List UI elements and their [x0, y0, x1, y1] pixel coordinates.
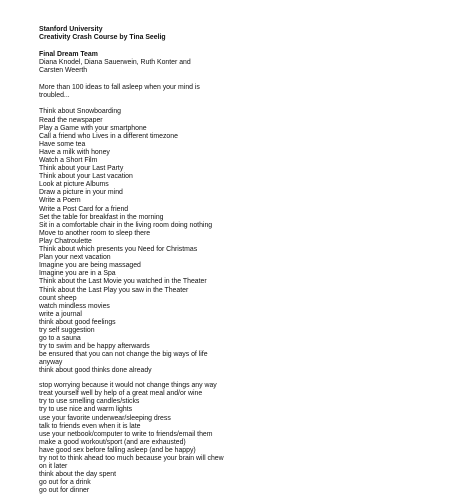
document-page [39, 26, 444, 495]
idea-list-item: think about the day spent [39, 471, 117, 479]
idea-list-item: Think about which presents you Need for Christmas [39, 246, 198, 254]
spacer [39, 376, 444, 383]
idea-list-item: Play Chatroulette [39, 237, 92, 245]
spacer [39, 75, 444, 84]
idea-list-item: Sit in a comfortable chair in the living room doing nothing [39, 221, 213, 229]
idea-list-item: Have a milk with honey [39, 148, 110, 156]
idea-list-item: write a journal [39, 310, 82, 318]
idea-list-item: Draw a picture in your mind [39, 189, 123, 197]
idea-list-item: use your netbook/computer to write to friends/email them [39, 430, 213, 438]
idea-list-item: Set the table for breakfast in the morning [39, 213, 164, 221]
idea-list-item: try to use nice and warm lights [39, 406, 133, 414]
idea-list-item: count sheep [39, 294, 77, 302]
intro-line: More than 100 ideas to fall asleep when your mind is [39, 83, 200, 91]
idea-list-item: be ensured that you can not change the big ways of life [39, 351, 208, 359]
idea-list-item: treat yourself well by help of a great meal and/or wine [39, 390, 203, 398]
idea-list-item: try not to think ahead too much because your brain will chew [39, 454, 224, 462]
idea-list-item: Watch a Short Film [39, 157, 98, 164]
idea-list-item: stop worrying because it would not change things any way [39, 382, 217, 390]
university-heading: Stanford University [39, 26, 103, 33]
idea-list-item: on it later [39, 463, 68, 471]
idea-list-item: watch mindless movies [39, 302, 110, 310]
team-members-line: Diana Knodel, Diana Sauerwein, Ruth Konter and [39, 58, 191, 66]
idea-list-item: go out for a drink [39, 479, 91, 487]
spacer [39, 100, 444, 109]
idea-list-item: Imagine you are being massaged [39, 262, 141, 270]
idea-list-item: use your favorite underwear/sleeping dress [39, 414, 171, 422]
idea-list-item: try to swim and be happy afterwards [39, 343, 150, 351]
idea-list-item: go out for dinner [39, 487, 90, 495]
ideas-list [39, 382, 444, 495]
idea-list-item: try self suggestion [39, 326, 95, 334]
idea-list-item: make a good workout/sport (and are exhausted) [39, 438, 186, 446]
idea-list-item: Write a Poem [39, 197, 81, 205]
idea-list-item: have good sex before falling asleep (and be happy) [39, 446, 196, 454]
idea-list-item: Think about Snowboarding [39, 108, 121, 116]
idea-list-item: anyway [39, 359, 63, 367]
idea-list-item: think about good feelings [39, 318, 116, 326]
idea-list-item: Imagine you are in a Spa [39, 270, 116, 278]
ideas-list [39, 108, 444, 375]
spacer [39, 42, 444, 51]
idea-list-item: Think about your Last vacation [39, 173, 133, 181]
team-title: Final Dream Team [39, 50, 98, 58]
idea-list-item: Think about the Last Movie you watched in the Theater [39, 278, 207, 286]
idea-list-item: Think about your Last Party [39, 165, 124, 173]
idea-list-item: Write a Post Card for a friend [39, 205, 129, 213]
intro-line: troubled... [39, 91, 70, 99]
idea-list-item: Read the newspaper [39, 116, 103, 124]
idea-list-item: go to a sauna [39, 335, 81, 343]
idea-list-item: Call a friend who Lives in a different timezone [39, 132, 178, 140]
course-heading: Creativity Crash Course by Tina Seelig [39, 34, 166, 42]
idea-list-item: think about good thinks done already [39, 367, 152, 375]
idea-list-item: try to use smelling candles/sticks [39, 398, 140, 406]
idea-list-item: Play a Game with your smartphone [39, 124, 147, 132]
idea-list-item: Plan your next vacation [39, 254, 111, 262]
team-members-line: Carsten Weerth [39, 66, 88, 74]
idea-list-item: Have some tea [39, 140, 86, 148]
idea-list-item: Think about the Last Play you saw in the Theater [39, 286, 189, 294]
idea-list-item: Look at picture Albums [39, 181, 109, 189]
idea-list-item: Move to another room to sleep there [39, 229, 151, 237]
idea-list-item: talk to friends even when it is late [39, 422, 141, 430]
